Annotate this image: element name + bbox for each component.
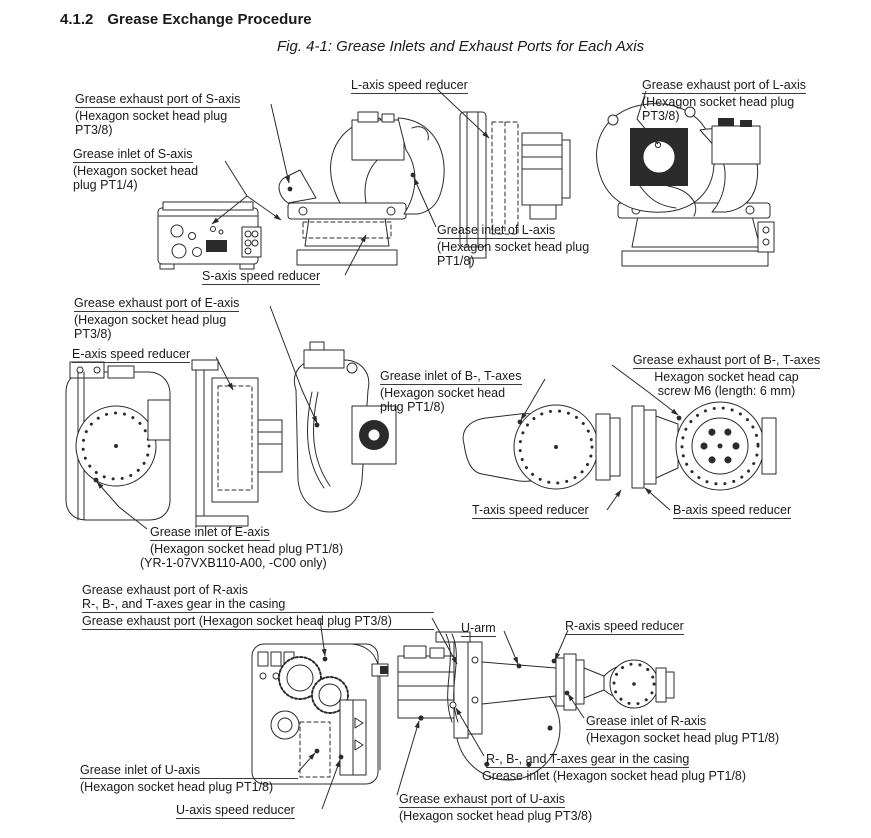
section-number: 4.1.2 (60, 11, 94, 28)
s-axis-base-unit-view (158, 202, 261, 269)
label-grease-exhaust-port-r-axis (82, 583, 434, 631)
label-sub: (Hexagon socket head plug PT1/8) (586, 731, 780, 745)
label-grease-inlet-l-axis (437, 223, 589, 268)
label-grease-inlet-u-axis (80, 763, 298, 794)
label-grease-inlet-s-axis (73, 147, 198, 192)
label-title: Grease inlet of E-axis (150, 525, 270, 539)
label-line: Grease exhaust port (Hexagon socket head plug PT3/8) (82, 614, 434, 630)
label-sub: Hexagon socket head cap (654, 370, 799, 384)
label-sub: plug PT1/4) (73, 178, 138, 192)
label-sub: PT3/8) (74, 327, 112, 341)
label-s-axis-speed-reducer (202, 269, 320, 286)
label-sub: (Hexagon socket head plug (75, 109, 228, 123)
section-heading (60, 11, 312, 28)
figure-caption: Fig. 4-1: Grease Inlets and Exhaust Ports for Each Axis (277, 38, 645, 55)
label-text: B-axis speed reducer (673, 503, 792, 517)
label-sub: screw M6 (length: 6 mm) (657, 384, 796, 398)
label-title: Grease exhaust port of E-axis (74, 296, 240, 310)
label-e-axis-speed-reducer (72, 347, 190, 364)
label-r-axis-speed-reducer (565, 619, 684, 636)
label-title: Grease inlet of S-axis (73, 147, 193, 161)
label-grease-exhaust-port-u-axis (399, 792, 592, 823)
label-line: Grease exhaust port of R-axis (82, 583, 249, 597)
label-grease-exhaust-port-s-axis (75, 92, 240, 137)
label-title: Grease exhaust port of L-axis (642, 78, 806, 92)
label-sub: PT3/8) (642, 109, 680, 123)
label-line: R-, B-, and T-axes gear in the casing (82, 597, 434, 613)
label-title: Grease inlet of B-, T-axes (380, 369, 522, 383)
label-l-axis-speed-reducer (351, 78, 468, 95)
label-text: E-axis speed reducer (72, 347, 191, 361)
t-axis-arm-view (463, 405, 620, 489)
frame-side-view (192, 360, 282, 526)
label-text: T-axis speed reducer (472, 503, 589, 517)
label-grease-exhaust-port-l-axis (642, 78, 806, 123)
label-sub: (Hexagon socket head plug PT1/8) (80, 780, 274, 794)
e-axis-assembly-view (66, 362, 170, 520)
label-u-arm (461, 621, 496, 638)
label-u-axis-speed-reducer (176, 803, 295, 820)
label-sub: (Hexagon socket head plug PT1/8) (150, 542, 344, 556)
label-grease-exhaust-port-bt-axes (608, 353, 845, 398)
b-axis-view (632, 402, 776, 490)
label-title: Grease exhaust port of S-axis (75, 92, 241, 106)
robot-front-view (597, 104, 774, 266)
label-text: U-arm (461, 621, 496, 635)
label-sub: PT1/8) (437, 254, 475, 268)
label-t-axis-speed-reducer (472, 503, 589, 520)
label-rbt-gear-grease-inlet (482, 752, 747, 783)
label-sub: (Hexagon socket head plug PT3/8) (399, 809, 593, 823)
robot-side-view (279, 112, 444, 265)
label-grease-inlet-e-axis (140, 525, 344, 570)
label-text: U-axis speed reducer (176, 803, 295, 817)
label-sub: PT3/8) (75, 123, 113, 137)
label-grease-inlet-bt-axes (380, 369, 522, 414)
label-sub: (Hexagon socket head (73, 164, 199, 178)
label-title: Grease inlet of L-axis (437, 223, 556, 237)
label-title: Grease inlet of U-axis (80, 763, 298, 779)
label-text: L-axis speed reducer (351, 78, 468, 92)
label-grease-inlet-r-axis (586, 714, 779, 745)
label-title: R-, B-, and T-axes gear in the casing (486, 752, 690, 766)
label-b-axis-speed-reducer (673, 503, 791, 520)
label-sub: Grease inlet (Hexagon socket head plug PT1/8) (482, 769, 747, 783)
label-sub: (Hexagon socket head plug (437, 240, 590, 254)
label-title: Grease exhaust port of B-, T-axes (632, 353, 821, 367)
section-title: Grease Exchange Procedure (107, 11, 312, 28)
label-grease-exhaust-port-e-axis (74, 296, 239, 341)
label-sub: plug PT1/8) (380, 400, 445, 414)
label-sub: (Hexagon socket head plug (642, 95, 795, 109)
label-text: R-axis speed reducer (565, 619, 684, 633)
label-text: S-axis speed reducer (202, 269, 321, 283)
label-title: Grease inlet of R-axis (586, 714, 707, 728)
label-title: Grease exhaust port of U-axis (399, 792, 566, 806)
label-sub: (Hexagon socket head plug (74, 313, 227, 327)
e-axis-robot-view (294, 342, 396, 512)
label-sub: (YR-1-07VXB110-A00, -C00 only) (140, 556, 327, 570)
label-sub: (Hexagon socket head (380, 386, 506, 400)
